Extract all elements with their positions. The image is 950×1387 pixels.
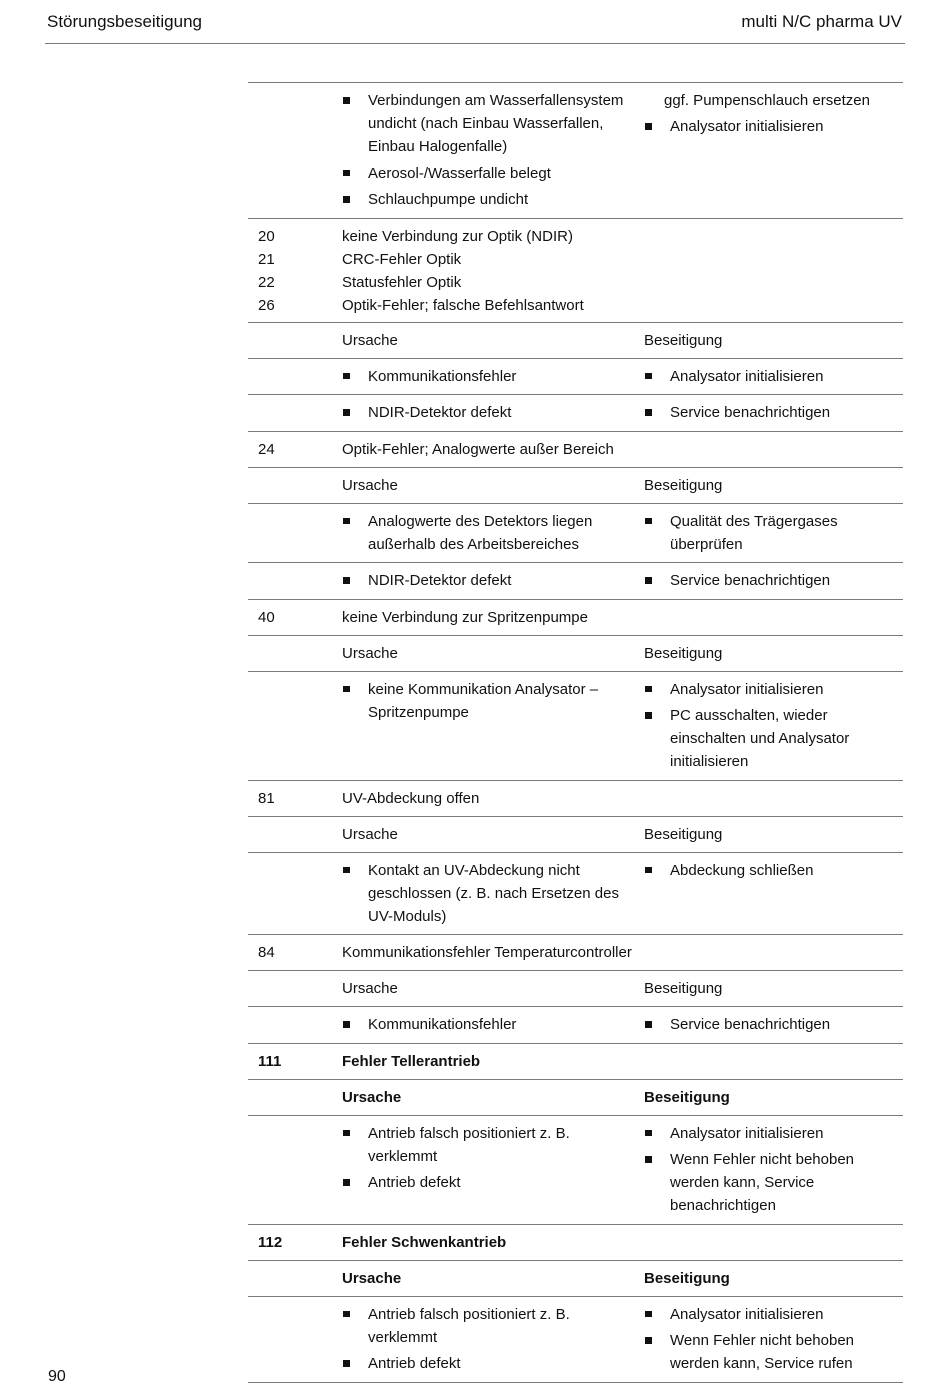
error-message: Optik-Fehler; Analogwerte außer Bereich bbox=[342, 440, 614, 458]
error-table bbox=[248, 82, 903, 1383]
bullet-list bbox=[644, 1013, 903, 1036]
fix-cell bbox=[636, 401, 903, 428]
bullet-list bbox=[644, 510, 903, 556]
error-code: 20 bbox=[258, 227, 275, 245]
bullet-list bbox=[342, 365, 636, 388]
bullet-item bbox=[644, 1329, 903, 1375]
bullet-square-icon bbox=[343, 409, 350, 416]
bullet-text: Antrieb falsch positioniert z. B. verklemmt bbox=[368, 1124, 570, 1165]
cause-fix-row bbox=[248, 394, 903, 431]
bullet-item bbox=[342, 859, 636, 928]
fix-cell bbox=[636, 510, 903, 560]
bullet-text: Analysator initialisieren bbox=[670, 1124, 824, 1142]
column-header-row bbox=[248, 635, 903, 671]
running-header-section: Störungsbeseitigung bbox=[47, 12, 203, 31]
column-header-cells bbox=[336, 1080, 903, 1115]
bullet-text: Kommunikationsfehler bbox=[368, 1016, 517, 1033]
bullet-list bbox=[342, 401, 636, 424]
bullet-square-icon bbox=[645, 712, 652, 719]
bullet-text: Qualität des Trägergases überprüfen bbox=[670, 512, 838, 553]
cause-fix-row bbox=[248, 358, 903, 395]
bullet-list bbox=[644, 859, 903, 882]
bullet-text: Service benachrichtigen bbox=[670, 572, 831, 589]
cause-fix-cells bbox=[336, 853, 903, 935]
cause-cell bbox=[336, 401, 636, 428]
error-code-row bbox=[248, 1224, 903, 1260]
bullet-text: Wenn Fehler nicht behoben werden kann, Service rufen bbox=[670, 1332, 855, 1372]
cause-fix-cells bbox=[336, 1116, 903, 1224]
bullet-list bbox=[644, 365, 903, 388]
cause-fix-row bbox=[248, 852, 903, 935]
bullet-square-icon bbox=[645, 1156, 652, 1163]
error-code-row bbox=[248, 431, 903, 467]
bullet-text: Analogwerte des Detektors liegen außerhalb des Arbeitsbereiches bbox=[368, 512, 593, 553]
bullet-list bbox=[644, 1122, 903, 1218]
column-header-row bbox=[248, 970, 903, 1006]
running-header-product: multi N/C pharma UV bbox=[741, 12, 902, 31]
bullet-item: Analysator initialisieren bbox=[644, 115, 903, 138]
fix-cell bbox=[636, 1013, 903, 1040]
bullet-square-icon bbox=[343, 1311, 350, 1318]
error-message: keine Verbindung zur Optik (NDIR) bbox=[342, 227, 573, 245]
fix-cell bbox=[636, 365, 903, 392]
bullet-item bbox=[342, 1013, 636, 1036]
bullet-list bbox=[342, 569, 636, 592]
bullet-square-icon bbox=[343, 373, 350, 380]
bullet-item bbox=[342, 401, 636, 424]
error-code-line bbox=[248, 271, 903, 294]
fix-cell bbox=[636, 1303, 903, 1379]
bullet-text: PC ausschalten, wieder einschalten und Analysator initialisieren bbox=[670, 707, 850, 770]
fix-header: Beseitigung bbox=[644, 331, 723, 349]
page-number: 90 bbox=[48, 1368, 66, 1385]
error-message: UV-Abdeckung offen bbox=[342, 789, 480, 807]
cause-fix-cells bbox=[336, 359, 903, 395]
bullet-item bbox=[342, 1352, 636, 1375]
bullet-text: Wenn Fehler nicht behoben werden kann, Service benachrichtigen bbox=[670, 1151, 855, 1214]
bullet-text: Kommunikationsfehler bbox=[368, 367, 517, 385]
cause-header: Ursache bbox=[342, 644, 398, 662]
cause-header: Ursache bbox=[342, 476, 398, 494]
bullet-square-icon bbox=[343, 518, 350, 525]
cause-fix-cells bbox=[336, 672, 903, 780]
column-header-cells bbox=[336, 636, 903, 671]
column-header-cells bbox=[336, 323, 903, 358]
bullet-item bbox=[342, 569, 636, 592]
error-message: Fehler Tellerantrieb bbox=[342, 1052, 481, 1070]
cause-cell bbox=[336, 678, 636, 777]
fix-cell bbox=[636, 859, 903, 932]
cause-fix-row bbox=[248, 671, 903, 780]
bullet-item bbox=[644, 704, 903, 773]
bullet-text: Kontakt an UV-Abdeckung nicht geschlossen (z. B. nach Ersetzen des UV-Moduls) bbox=[368, 861, 619, 925]
error-message: Kommunikationsfehler Temperaturcontroller bbox=[342, 944, 632, 961]
error-code: 40 bbox=[258, 608, 275, 626]
error-code-line bbox=[248, 248, 903, 271]
bullet-item bbox=[342, 1171, 636, 1194]
error-message: Statusfehler Optik bbox=[342, 273, 462, 291]
cause-fix-row bbox=[248, 1115, 903, 1224]
fix-header: Beseitigung bbox=[644, 825, 723, 843]
cause-fix-row bbox=[248, 1296, 903, 1383]
cause-header: Ursache bbox=[342, 1269, 402, 1287]
bullet-square-icon bbox=[645, 867, 652, 874]
cause-cell bbox=[336, 365, 636, 392]
bullet-list bbox=[644, 678, 903, 774]
error-code-row bbox=[248, 599, 903, 635]
error-message: keine Verbindung zur Spritzenpumpe bbox=[342, 608, 588, 626]
error-message: Fehler Schwenkantrieb bbox=[342, 1233, 507, 1251]
bullet-text: Analysator initialisieren bbox=[670, 367, 824, 385]
cause-cell bbox=[336, 569, 636, 596]
error-code: 81 bbox=[258, 789, 275, 807]
bullet-text: keine Kommunikation Analysator – Spritzenpumpe bbox=[368, 680, 599, 721]
fix-header: Beseitigung bbox=[644, 644, 723, 662]
bullet-item bbox=[644, 678, 903, 701]
bullet-square-icon bbox=[343, 867, 350, 874]
bullet-square-icon bbox=[645, 1311, 652, 1318]
cause-header: Ursache bbox=[342, 1088, 402, 1106]
bullet-text: Antrieb falsch positioniert z. B. verklemmt bbox=[368, 1305, 570, 1346]
bullet-square-icon bbox=[343, 686, 350, 693]
bullet-square-icon bbox=[343, 577, 350, 584]
bullet-square-icon bbox=[343, 1360, 350, 1367]
bullet-list bbox=[342, 1122, 636, 1195]
error-message: CRC-Fehler Optik bbox=[342, 250, 462, 268]
bullet-square-icon bbox=[343, 196, 350, 203]
bullet-item bbox=[342, 510, 636, 556]
column-header-row bbox=[248, 816, 903, 852]
bullet-item bbox=[342, 678, 636, 724]
bullet-square-icon bbox=[645, 686, 652, 693]
cause-fix-row bbox=[248, 1006, 903, 1043]
bullet-list bbox=[644, 1303, 903, 1376]
cause-fix-cells bbox=[336, 395, 903, 431]
fix-header: Beseitigung bbox=[644, 476, 723, 494]
bullet-list bbox=[342, 678, 636, 724]
bullet-square-icon bbox=[645, 409, 652, 416]
bullet-square-icon bbox=[343, 170, 350, 177]
continued-fix-text: ggf. Pumpenschlauch ersetzen bbox=[664, 92, 870, 109]
bullet-item bbox=[644, 510, 903, 556]
bullet-item bbox=[644, 365, 903, 388]
bullet-item bbox=[342, 365, 636, 388]
cause-cell bbox=[336, 1303, 636, 1379]
error-code: 111 bbox=[258, 1052, 282, 1070]
column-header-row bbox=[248, 467, 903, 503]
error-code: 84 bbox=[258, 944, 275, 961]
continuation-row bbox=[248, 82, 903, 218]
bullet-square-icon bbox=[645, 518, 652, 525]
column-header-cells bbox=[336, 1261, 903, 1296]
bullet-list bbox=[644, 401, 903, 424]
fix-header: Beseitigung bbox=[644, 1269, 730, 1287]
bullet-text: NDIR-Detektor defekt bbox=[368, 404, 512, 421]
bullet-list bbox=[644, 569, 903, 592]
fix-cell bbox=[636, 569, 903, 596]
bullet-text: Abdeckung schließen bbox=[670, 861, 814, 879]
bullet-square-icon bbox=[343, 1179, 350, 1186]
bullet-item: Verbindungen am Wasserfallensystem undicht (nach Einbau Wasserfallen, Einbau Halogenfalle) bbox=[342, 89, 636, 158]
cause-fix-row bbox=[248, 562, 903, 599]
error-code-list bbox=[248, 219, 903, 322]
cause-cell bbox=[336, 89, 636, 215]
error-code: 112 bbox=[258, 1233, 283, 1251]
bullet-item bbox=[342, 1303, 636, 1349]
bullet-item bbox=[644, 1148, 903, 1217]
bullet-item bbox=[644, 569, 903, 592]
bullet-text: NDIR-Detektor defekt bbox=[368, 572, 512, 589]
column-header-cells bbox=[336, 468, 903, 503]
cause-header: Ursache bbox=[342, 331, 398, 349]
bullet-text: Analysator initialisieren bbox=[670, 1305, 824, 1323]
bullet-square-icon bbox=[645, 1021, 652, 1028]
error-code-line bbox=[248, 294, 903, 317]
bullet-square-icon bbox=[343, 1021, 350, 1028]
cause-cell bbox=[336, 1122, 636, 1221]
cause-fix-row bbox=[248, 503, 903, 563]
cause-fix-cells bbox=[336, 504, 903, 563]
fix-cell bbox=[636, 89, 903, 215]
cause-cell bbox=[336, 1013, 636, 1040]
error-code: 24 bbox=[258, 440, 275, 458]
bullet-square-icon bbox=[343, 1130, 350, 1137]
cause-fix-cells bbox=[336, 1007, 903, 1043]
cause-cell bbox=[336, 859, 636, 932]
cause-fix-cells bbox=[336, 563, 903, 599]
cause-header: Ursache bbox=[342, 825, 398, 843]
fix-header: Beseitigung bbox=[644, 1088, 730, 1106]
bullet-item bbox=[644, 1013, 903, 1036]
error-code-row bbox=[248, 780, 903, 816]
fix-cell bbox=[636, 1122, 903, 1221]
bullet-item bbox=[644, 401, 903, 424]
error-code-row bbox=[248, 1043, 903, 1079]
bullet-item bbox=[644, 859, 903, 882]
bullet-item: Schlauchpumpe undicht bbox=[342, 188, 636, 211]
error-code-row bbox=[248, 934, 903, 970]
cause-cell bbox=[336, 510, 636, 560]
bullet-list bbox=[342, 510, 636, 556]
column-header-cells bbox=[336, 817, 903, 852]
header-rule bbox=[45, 43, 905, 44]
error-code-line bbox=[248, 225, 903, 248]
bullet-text: Service benachrichtigen bbox=[670, 1016, 831, 1033]
bullet-text: Analysator initialisieren bbox=[670, 680, 824, 698]
error-code: 21 bbox=[258, 250, 275, 268]
bullet-square-icon bbox=[645, 123, 652, 130]
bullet-item bbox=[644, 1122, 903, 1145]
bullet-item bbox=[644, 1303, 903, 1326]
bullet-square-icon bbox=[343, 97, 350, 104]
fix-cell bbox=[636, 678, 903, 777]
bullet-list bbox=[342, 1013, 636, 1036]
bullet-square-icon bbox=[645, 577, 652, 584]
bullet-text: Service benachrichtigen bbox=[670, 404, 831, 421]
bullet-square-icon bbox=[645, 1130, 652, 1137]
bullet-square-icon bbox=[645, 373, 652, 380]
bullet-item: Aerosol-/Wasserfalle belegt bbox=[342, 162, 636, 185]
bullet-list bbox=[342, 859, 636, 928]
bullet-list bbox=[342, 1303, 636, 1376]
bullet-text: Antrieb defekt bbox=[368, 1355, 461, 1372]
cause-fix-cells bbox=[336, 1297, 903, 1382]
error-code: 22 bbox=[258, 273, 275, 291]
column-header-row bbox=[248, 322, 903, 358]
bullet-text: Antrieb defekt bbox=[368, 1174, 461, 1191]
column-header-row bbox=[248, 1260, 903, 1296]
cause-header: Ursache bbox=[342, 980, 398, 997]
error-code-row bbox=[248, 218, 903, 322]
fix-header: Beseitigung bbox=[644, 980, 723, 997]
column-header-cells bbox=[336, 971, 903, 1006]
bullet-item bbox=[342, 1122, 636, 1168]
error-message: Optik-Fehler; falsche Befehlsantwort bbox=[342, 296, 584, 314]
bullet-square-icon bbox=[645, 1337, 652, 1344]
error-code: 26 bbox=[258, 296, 275, 314]
column-header-row bbox=[248, 1079, 903, 1115]
